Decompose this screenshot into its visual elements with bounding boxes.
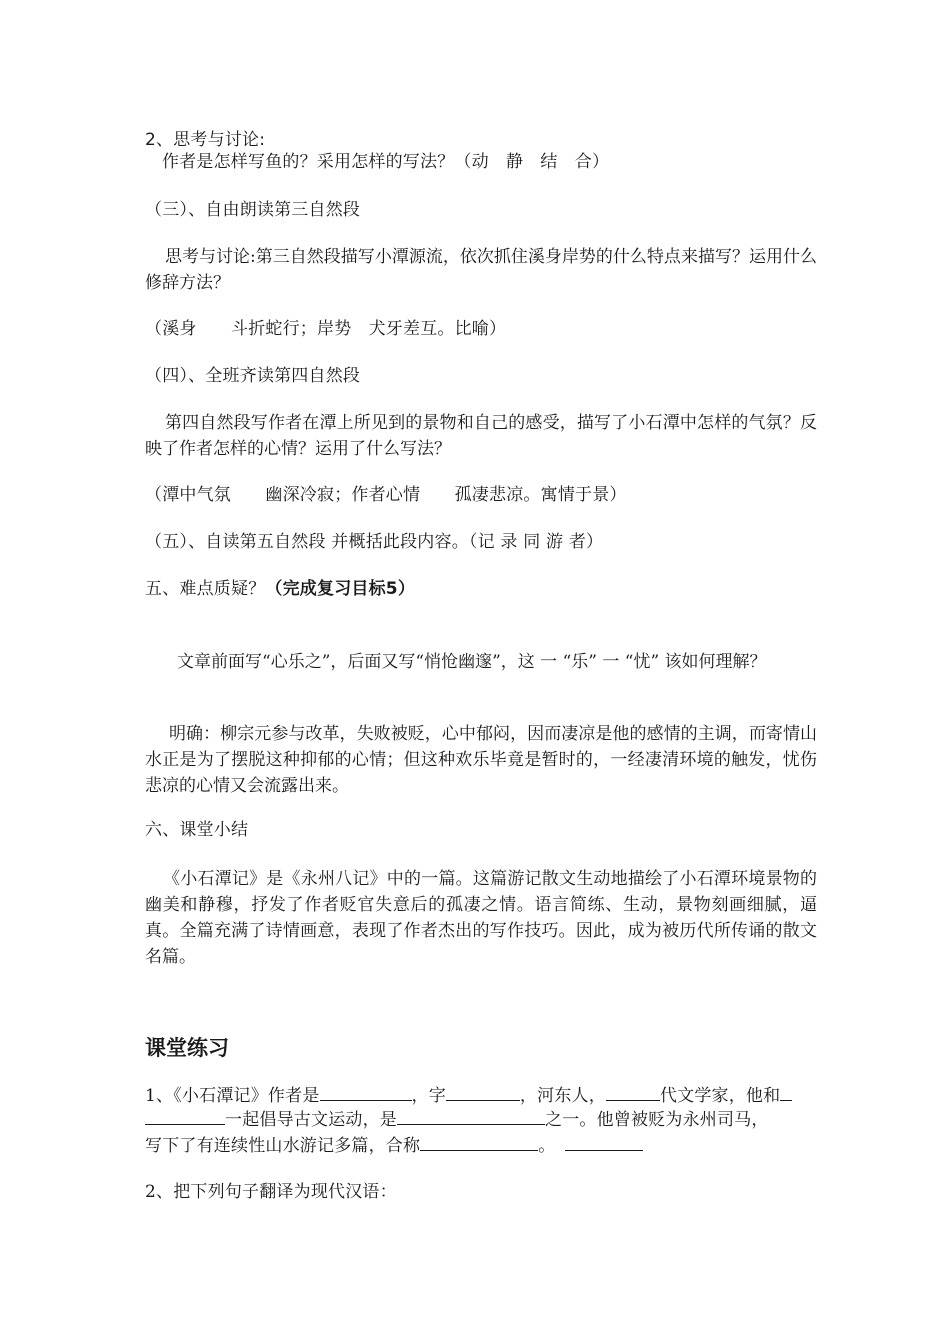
exercise-q1-line2 bbox=[145, 1106, 769, 1132]
section2-question: 作者是怎样写鱼的？采用怎样的写法？（动 静 结 合） bbox=[162, 152, 610, 172]
exercise-heading: 课堂练习 bbox=[145, 1036, 229, 1060]
blank-partner-start[interactable] bbox=[780, 1082, 792, 1101]
exercise-q1-line3 bbox=[145, 1132, 643, 1158]
section5-title: （五）、自读第五自然段 并概括此段内容。（记 录 同 游 者） bbox=[145, 532, 604, 552]
section4-question: 第四自然段写作者在潭上所见到的景物和自己的感受，描写了小石潭中怎样的气氛？反映了作者怎样的心情？运用了什么写法？ bbox=[145, 413, 817, 459]
blank-partner[interactable] bbox=[145, 1106, 225, 1125]
section3-answer: （溪身 斗折蛇行；岸势 犬牙差互。比喻） bbox=[145, 319, 507, 339]
blank-eight-masters[interactable] bbox=[397, 1106, 545, 1125]
part5-title: 五、难点质疑？ bbox=[145, 579, 266, 599]
section3-title: （三）、自由朗读第三自然段 bbox=[145, 200, 361, 220]
part6-title: 六、课堂小结 bbox=[145, 820, 249, 840]
section4-title: （四）、全班齐读第四自然段 bbox=[145, 366, 361, 386]
exercise-q1-line1 bbox=[145, 1082, 792, 1108]
section2-title: 2、思考与讨论: bbox=[145, 130, 266, 150]
section4-answer: （潭中气氛 幽深冷寂；作者心情 孤凄悲凉。寓情于景） bbox=[145, 485, 627, 505]
part5-question: 文章前面写“心乐之”，后面又写“悄怆幽邃”，这 一 “乐” 一 “忧” 该如何理解？ bbox=[177, 652, 767, 672]
q1-text-3: ，河东人， bbox=[519, 1086, 606, 1106]
q1-text-4: 代文学家，他和 bbox=[659, 1086, 781, 1106]
blank-author[interactable] bbox=[320, 1082, 412, 1101]
part5-answer: 明确：柳宗元参与改革，失败被贬，心中郁闷，因而凄凉是他的感情的主调，而寄情山水正是为了摆脱这种抑郁的心情；但这种欢乐毕竟是暂时的，一经凄清环境的触发，忧伤悲凉的心情又会流露出来。 bbox=[145, 724, 817, 796]
q1-text-8: 。 bbox=[538, 1136, 556, 1156]
section3-question: 思考与讨论:第三自然段描写小潭源流，依次抓住溪身岸势的什么特点来描写？运用什么修辞方法？ bbox=[145, 247, 817, 293]
q1-text-2: ，字 bbox=[411, 1086, 446, 1106]
part5-title-line bbox=[145, 577, 415, 601]
q1-text-7: 写下了有连续性山水游记多篇，合称 bbox=[145, 1136, 421, 1156]
part5-title-bold: （完成复习目标5） bbox=[265, 579, 416, 599]
q1-text-5: 一起倡导古文运动，是 bbox=[225, 1110, 397, 1130]
blank-dynasty[interactable] bbox=[606, 1082, 660, 1101]
blank-courtesy-name[interactable] bbox=[446, 1082, 520, 1101]
blank-extra[interactable] bbox=[565, 1132, 643, 1151]
q1-text-6: 之一。他曾被贬为永州司马， bbox=[545, 1110, 769, 1130]
exercise-q2: 2、把下列句子翻译为现代汉语： bbox=[145, 1182, 397, 1202]
part6-summary: 《小石潭记》是《永州八记》中的一篇。这篇游记散文生动地描绘了小石潭环境景物的幽美和静穆，抒发了作者贬官失意后的孤凄之情。语言简练、生动，景物刻画细腻，逼真。全篇充满了诗情画意，表现了作者杰出的写作技巧。因此，成为被历代所传诵的散文名篇。 bbox=[145, 869, 817, 967]
q1-text-1: 1、《小石潭记》作者是 bbox=[145, 1086, 320, 1106]
blank-collection-name[interactable] bbox=[420, 1132, 538, 1151]
